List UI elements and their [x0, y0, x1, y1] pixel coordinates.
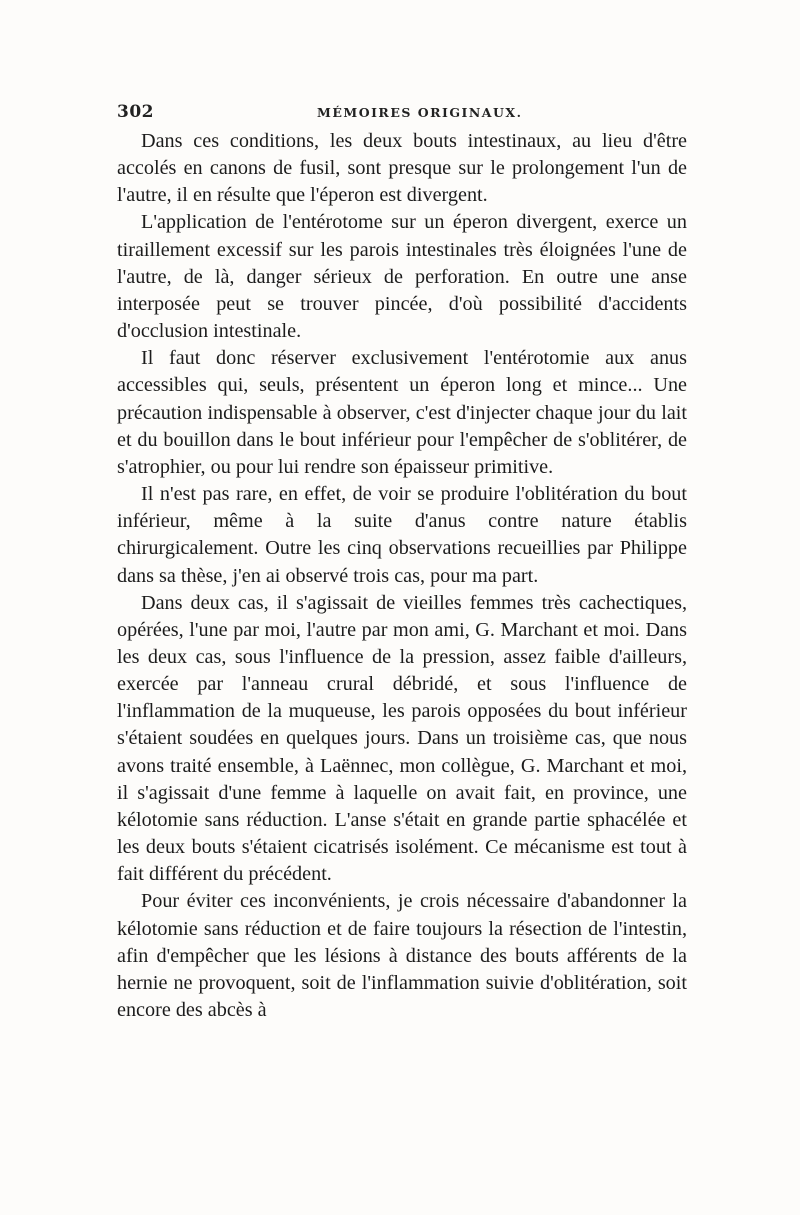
paragraph: Pour éviter ces inconvénients, je crois nécessaire d'abandonner la kélotomie sans réduction et de faire toujours la résection de l'intestin, afin d'empêcher que les lésions à distance des bouts afférents de la hernie ne provoquent, soit de l'inflammation suivie d'oblitération, soit encore des abcès à — [117, 890, 687, 1021]
paragraph: Dans deux cas, il s'agissait de vieilles femmes très cachectiques, opérées, l'une par moi, l'autre par mon ami, G. Marchant et moi. Dans les deux cas, sous l'influence de la pression, assez faible d'ailleurs, exercée par l'anneau crural débridé, et sous l'influence de l'inflammation de la muqueuse, les parois opposées du bout inférieur s'étaient soudées en quelques jours. Dans un troisième cas, que nous avons traité ensemble, à Laënnec, mon collègue, G. Marchant et moi, il s'agissait d'une femme à laquelle on avait fait, en province, une kélotomie sans réduction. L'anse s'était en grande partie sphacélée et les deux bouts s'étaient cicatrisés isolément. Ce mécanisme est tout à fait différent du précédent. — [117, 591, 687, 886]
running-title: MÉMOIRES ORIGINAUX. — [317, 105, 523, 120]
paragraph: Dans ces conditions, les deux bouts intestinaux, au lieu d'être accolés en canons de fusil, sont presque sur le prolongement l'un de l'autre, il en résulte que l'éperon est divergent. — [117, 130, 687, 207]
paragraph: Il faut donc réserver exclusivement l'entérotomie aux anus accessibles qui, seuls, présentent un éperon long et mince... Une précaution indispensable à observer, c'est d'injecter chaque jour du lait et du bouillon dans le bout inférieur pour l'empêcher de s'oblitérer, de s'atrophier, ou pour lui rendre son épaisseur primitive. — [117, 347, 687, 478]
page-header — [117, 102, 687, 122]
paragraph: Il n'est pas rare, en effet, de voir se produire l'oblitération du bout inférieur, même à la suite d'anus contre nature établis chirurgicalement. Outre les cinq observations recueillies par Philippe dans sa thèse, j'en ai observé trois cas, pour ma part. — [117, 483, 687, 587]
page-number: 302 — [117, 102, 154, 122]
body-text — [117, 128, 687, 1024]
paragraph: L'application de l'entérotome sur un éperon divergent, exerce un tiraillement excessif sur les parois intestinales très éloignées l'une de l'autre, de là, danger sérieux de perforation. En outre une anse interposée peut se trouver pincée, d'où possibilité d'accidents d'occlusion intestinale. — [117, 211, 687, 343]
